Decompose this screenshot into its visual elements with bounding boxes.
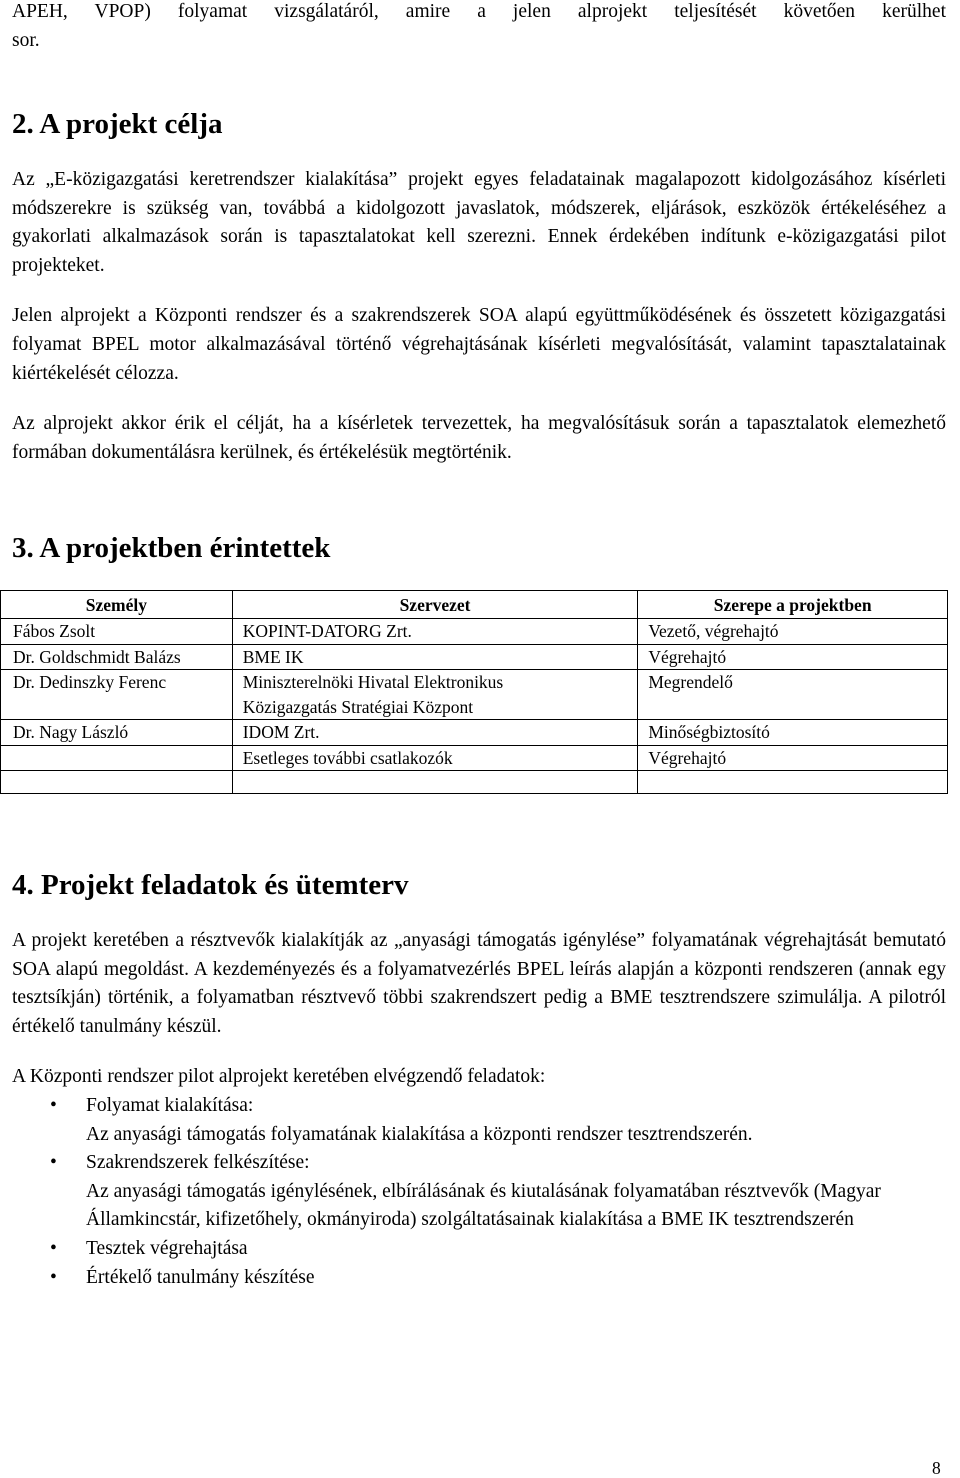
table-row: [1, 619, 948, 645]
task-title: Tesztek végrehajtása: [86, 1237, 248, 1259]
table-cell-person: Fábos Zsolt: [1, 619, 233, 645]
table-cell-role: Vezető, végrehajtó: [638, 619, 948, 645]
section-4-body: [12, 927, 946, 1292]
table-cell-person: Dr. Goldschmidt Balázs: [1, 644, 233, 670]
bullet-icon: •: [50, 1152, 57, 1174]
table-cell-role: [638, 771, 948, 794]
intro-line-1: APEH, VPOP) folyamat vizsgálatáról, amire a jelen alprojekt teljesítését követően kerülhet: [12, 1, 946, 22]
table-cell-organization: IDOM Zrt.: [232, 720, 638, 746]
section-2-paragraph-1: Az „E-közigazgatási keretrendszer kialakítása” projekt egyes feladatainak magalapozott kidolgozásához kísérleti módszerekre is szükség van, továbbá a kidolgozott javaslatok, módszerek, eljárások, eszközök értékeléséhez a gyakorlati alkalmazások során is tapasztalatokat kell szerezni. Ennek érdekében indítunk e-közigazgatási pilot projekteket.: [12, 169, 946, 276]
table-row: [1, 644, 948, 670]
bullet-icon: •: [50, 1094, 57, 1116]
section-2-heading: 2. A projekt célja: [12, 108, 223, 140]
table-cell-person: Dr. Dedinszky Ferenc: [1, 670, 233, 720]
section-3-heading: 3. A projektben érintettek: [12, 532, 331, 564]
tasks-intro: A Központi rendszer pilot alprojekt keretében elvégzendő feladatok:: [12, 1066, 546, 1088]
bullet-icon: •: [50, 1266, 57, 1288]
section-4-paragraph-1: A projekt keretében a résztvevők kialakítják az „anyasági támogatás igénylése” folyamatának végrehajtását bemutató SOA alapú megoldást. A kezdeményezés és a folyamatvezérlés BPEL leírás alapján a központi rendszeren (annak egy tesztsíkján) történik, a folyamatban résztvevő többi szakrendszert pedig a BME tesztrendszere szimulálja. A pilotról értékelő tanulmány készül.: [12, 930, 946, 1037]
bullet-icon: •: [50, 1237, 57, 1259]
table-cell-role: Végrehajtó: [638, 745, 948, 771]
table-row-empty: [1, 771, 948, 794]
table-header-organization: Szervezet: [232, 591, 638, 619]
section-2-body: [12, 166, 946, 467]
task-detail: Az anyasági támogatás igénylésének, elbírálásának és kiutalásának folyamatában résztvevők (Magyar Államkincstár, kifizetőhely, okmányiroda) szolgáltatásainak kialakítása a BME IK tesztrendszerén: [86, 1180, 881, 1231]
table-cell-role: Megrendelő: [638, 670, 948, 720]
section-2-paragraph-3: Az alprojekt akkor érik el célját, ha a kísérletek tervezettek, ha megvalósításuk során a tapasztalatok elemezhető formában dokumentálásra kerülnek, és értékelésük megtörténik.: [12, 413, 946, 463]
table-cell-organization: BME IK: [232, 644, 638, 670]
list-item: [12, 1092, 946, 1149]
table-cell-person: [1, 745, 233, 771]
page-number: 8: [932, 1458, 941, 1478]
section-4-heading: 4. Projekt feladatok és ütemterv: [12, 869, 409, 901]
task-title: Folyamat kialakítása:: [86, 1094, 254, 1116]
table-header-person: Személy: [1, 591, 233, 619]
table-row: [1, 720, 948, 746]
task-detail: Az anyasági támogatás folyamatának kialakítása a központi rendszer tesztrendszerén.: [86, 1123, 753, 1145]
table-cell-organization: [232, 771, 638, 794]
table-row: [1, 670, 948, 720]
list-item: [12, 1235, 946, 1264]
table-cell-person: Dr. Nagy László: [1, 720, 233, 746]
table-cell-role: Minőségbiztosító: [638, 720, 948, 746]
table-header-row: [1, 591, 948, 619]
intro-continuation: [12, 0, 946, 55]
table-cell-organization: KOPINT-DATORG Zrt.: [232, 619, 638, 645]
task-list: [12, 1092, 946, 1292]
table-cell-role: Végrehajtó: [638, 644, 948, 670]
stakeholders-table: [0, 590, 948, 794]
table-cell-organization: Esetleges további csatlakozók: [232, 745, 638, 771]
table-row: [1, 745, 948, 771]
intro-line-2: sor.: [12, 29, 40, 51]
table-cell-person: [1, 771, 233, 794]
list-item: [12, 1264, 946, 1293]
task-title: Szakrendszerek felkészítése:: [86, 1152, 310, 1174]
task-title: Értékelő tanulmány készítése: [86, 1266, 315, 1288]
section-2-paragraph-2: Jelen alprojekt a Központi rendszer és a szakrendszerek SOA alapú együttműködésének és összetett közigazgatási folyamat BPEL motor alkalmazásával történő végrehajtásának kísérleti megvalósítását, valamint tapasztalatainak kiértékelését célozza.: [12, 305, 946, 384]
list-item: [12, 1149, 946, 1235]
table-cell-organization: Miniszterelnöki Hivatal Elektronikus Közigazgatás Stratégiai Központ: [232, 670, 638, 720]
table-header-role: Szerepe a projektben: [638, 591, 948, 619]
